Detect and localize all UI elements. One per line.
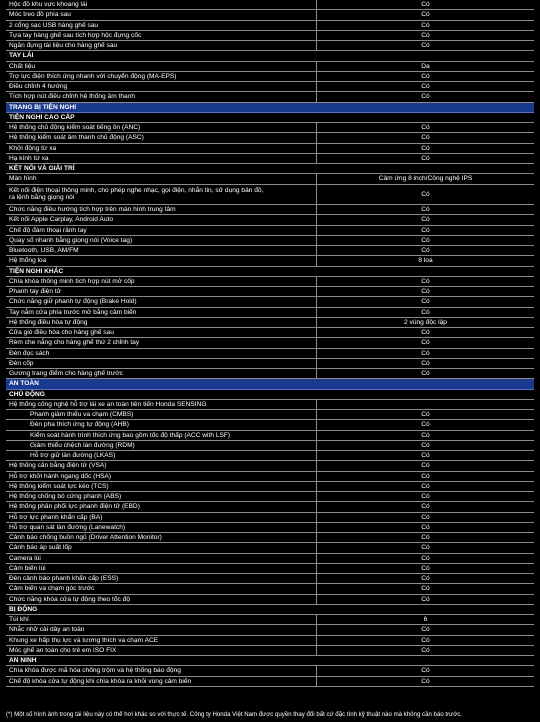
spec-value: Có — [421, 144, 430, 152]
category-label: TRANG BỊ TIỆN NGHI — [9, 103, 77, 111]
spec-feature: Gương trang điểm cho hàng ghế trước — [6, 369, 317, 378]
spec-feature: Màn hình — [6, 174, 317, 183]
spec-feature: Kết nối Apple Carplay, Android Auto — [6, 215, 317, 224]
spec-row — [6, 369, 534, 379]
spec-row — [6, 420, 534, 430]
spec-feature: Móc ghế an toàn cho trẻ em ISO FIX — [6, 646, 317, 655]
spec-row — [6, 523, 534, 533]
spec-row — [6, 543, 534, 553]
spec-feature: Hệ thống công nghệ hỗ trợ lái xe an toàn tiên tiến Honda SENSING — [6, 400, 317, 409]
spec-row — [6, 72, 534, 82]
footnote: (*) Một số hình ảnh trong tài liệu này có thể hơi khác so với thực tế. Công ty Honda Việt Nam được quyền thay đổi bất cứ đặc tính kỹ thuật nào mà không cần báo trước. — [6, 711, 462, 718]
spec-row — [6, 185, 534, 206]
spec-row — [6, 92, 534, 102]
spec-row — [6, 246, 534, 256]
spec-row — [6, 226, 534, 236]
spec-row — [6, 574, 534, 584]
spec-value: 2 vùng độc lập — [404, 318, 447, 326]
spec-row — [6, 482, 534, 492]
spec-value: Có — [421, 636, 430, 644]
spec-row — [6, 277, 534, 287]
spec-row — [6, 564, 534, 574]
spec-value: Có — [421, 298, 430, 306]
spec-value: Có — [421, 411, 430, 418]
spec-feature: Tích hợp nút điều chỉnh hệ thống âm thanh — [6, 92, 317, 101]
spec-value: Có — [421, 575, 430, 582]
spec-value: Có — [421, 554, 430, 562]
spec-row — [6, 410, 534, 420]
spec-row — [6, 287, 534, 297]
spec-value: Có — [421, 83, 430, 90]
spec-row — [6, 154, 534, 164]
spec-row — [6, 554, 534, 564]
spec-value: Có — [421, 359, 430, 367]
spec-row — [6, 513, 534, 523]
spec-feature: Hệ thống loa — [6, 256, 317, 265]
spec-row — [6, 10, 534, 20]
spec-feature: Hạ kính từ xa — [6, 154, 317, 163]
category-header — [6, 379, 534, 389]
spec-value: Có — [421, 677, 430, 685]
spec-feature: Quay số nhanh bằng giọng nói (Voice tag) — [6, 236, 317, 245]
spec-row — [6, 123, 534, 133]
spec-feature: Hỗ trợ quan sát làn đường (Lanewatch) — [6, 523, 317, 532]
spec-value: Có — [421, 431, 430, 439]
section-header — [6, 113, 534, 123]
spec-feature: Trợ lực điện thích ứng nhanh với chuyển động (MA-EPS) — [6, 72, 317, 81]
spec-row — [6, 677, 534, 687]
spec-value: Có — [421, 462, 430, 470]
spec-row — [6, 666, 534, 676]
spec-row — [6, 595, 534, 605]
spec-feature: Đèn cốp — [6, 359, 317, 368]
spec-feature: Cảnh báo chống buồn ngủ (Driver Attention Monitor) — [6, 533, 317, 542]
spec-feature: Điều chỉnh 4 hướng — [6, 82, 317, 91]
spec-feature: Hộc đồ khu vực khoang lái — [6, 0, 317, 9]
spec-value: Có — [421, 585, 430, 593]
spec-feature: Chức năng giữ phanh tự động (Brake Hold) — [6, 297, 317, 306]
spec-feature: Chế độ đàm thoại rảnh tay — [6, 226, 317, 235]
spec-value: Có — [421, 206, 430, 213]
spec-row — [6, 472, 534, 482]
spec-value: Có — [421, 1, 430, 8]
spec-value: Có — [421, 452, 430, 459]
section-label: TIỆN NGHI CAO CẤP — [9, 113, 75, 121]
section-header — [6, 51, 534, 61]
spec-feature: Ngăn đựng tài liệu cho hàng ghế sau — [6, 41, 317, 50]
spec-value: Có — [421, 482, 430, 490]
spec-value: Có — [421, 441, 430, 449]
spec-feature: Tay nắm cửa phía trước mở bằng cảm biến — [6, 308, 317, 317]
spec-feature: Hệ thống kiểm soát âm thanh chủ động (ASC) — [6, 133, 317, 142]
spec-value: Có — [421, 667, 430, 675]
spec-row — [6, 308, 534, 318]
spec-value: Có — [421, 370, 430, 377]
spec-row — [6, 318, 534, 328]
spec-value: Có — [421, 236, 430, 244]
spec-feature: Cửa gió điều hòa cho hàng ghế sau — [6, 328, 317, 337]
spec-row — [6, 615, 534, 625]
spec-row — [6, 215, 534, 225]
spec-value: Có — [421, 124, 430, 131]
spec-row — [6, 502, 534, 512]
section-label: BỊ ĐỘNG — [9, 605, 38, 613]
spec-row — [6, 62, 534, 72]
spec-row — [6, 174, 534, 184]
spec-feature-line: Kết nối điện thoại thông minh, cho phép nghe nhạc, gọi điện, nhắn tin, sử dụng bản đồ, — [9, 187, 264, 194]
section-label: TIỆN NGHI KHÁC — [9, 267, 64, 275]
spec-value: Có — [421, 21, 430, 29]
spec-feature: Chìa khóa được mã hóa chống trộm và hệ thống báo động — [6, 666, 317, 675]
spec-feature: Bluetooth, USB, AM/FM — [6, 246, 317, 255]
spec-value: Có — [421, 534, 430, 541]
spec-value: Có — [421, 288, 430, 295]
spec-feature: Hỗ trợ khởi hành ngang dốc (HSA) — [6, 472, 317, 481]
spec-value: 6 — [423, 616, 428, 623]
spec-value: Có — [421, 646, 430, 654]
spec-value: Có — [421, 247, 430, 254]
spec-value: Có — [421, 493, 430, 500]
section-header — [6, 267, 534, 277]
section-label: TAY LÁI — [9, 52, 34, 60]
spec-feature: Phanh giảm thiểu va chạm (CMBS) — [6, 410, 317, 419]
spec-row — [6, 349, 534, 359]
spec-value: Có — [421, 595, 430, 603]
spec-feature-line: ra lệnh bằng giọng nói — [9, 194, 75, 202]
section-header — [6, 164, 534, 174]
spec-feature: Túi khí — [6, 615, 317, 624]
section-header — [6, 605, 534, 615]
spec-feature: Hệ thống kiểm soát lực kéo (TCS) — [6, 482, 317, 491]
spec-value: Có — [421, 308, 430, 316]
spec-value: Có — [421, 31, 430, 39]
spec-row — [6, 0, 534, 10]
spec-feature: Hệ thống phân phối lực phanh điện tử (EBD) — [6, 502, 317, 511]
spec-table — [6, 0, 534, 687]
spec-value: Có — [421, 11, 430, 19]
spec-value: Có — [421, 472, 430, 480]
spec-value: Có — [421, 93, 430, 101]
spec-row — [6, 31, 534, 41]
spec-feature: Cảnh báo áp suất lốp — [6, 543, 317, 552]
spec-value: Có — [421, 134, 430, 142]
spec-feature: Camera lùi — [6, 554, 317, 563]
category-header — [6, 103, 534, 113]
section-label: AN NINH — [9, 657, 37, 664]
spec-value: Có — [421, 503, 430, 511]
spec-feature: Đèn đọc sách — [6, 349, 317, 358]
section-label: CHỦ ĐỘNG — [9, 390, 45, 398]
spec-row — [6, 492, 534, 502]
spec-row — [6, 236, 534, 246]
spec-value: Có — [421, 277, 430, 285]
spec-value: Có — [421, 564, 430, 572]
spec-value: Có — [421, 544, 430, 552]
spec-row — [6, 461, 534, 471]
spec-value: Có — [421, 42, 430, 49]
spec-row — [6, 584, 534, 594]
spec-feature — [6, 185, 317, 205]
spec-value: Có — [421, 154, 430, 162]
spec-value — [317, 400, 534, 409]
spec-row — [6, 297, 534, 307]
spec-feature: Hỗ trợ lực phanh khẩn cấp (BA) — [6, 513, 317, 522]
spec-feature: Hệ thống chủ động kiểm soát tiếng ồn (ANC) — [6, 123, 317, 132]
spec-row — [6, 338, 534, 348]
spec-row — [6, 41, 534, 51]
spec-row — [6, 144, 534, 154]
spec-value: Có — [421, 523, 430, 531]
spec-feature: Tựa tay hàng ghế sau tích hợp hộc đựng cốc — [6, 31, 317, 40]
category-label: AN TOÀN — [9, 380, 39, 388]
spec-feature: Chức năng điều hướng tích hợp trên màn hình trung tâm — [6, 205, 317, 214]
spec-value: Có — [421, 339, 430, 347]
spec-row — [6, 205, 534, 215]
spec-value: 8 loa — [418, 257, 433, 265]
spec-row — [6, 533, 534, 543]
spec-row — [6, 400, 534, 410]
spec-row — [6, 328, 534, 338]
spec-feature: Hệ thống chống bó cứng phanh (ABS) — [6, 492, 317, 501]
spec-row — [6, 82, 534, 92]
spec-row — [6, 636, 534, 646]
spec-row — [6, 441, 534, 451]
spec-row — [6, 359, 534, 369]
spec-value: Có — [421, 190, 430, 198]
spec-feature: Chức năng khóa cửa tự động theo tốc độ — [6, 595, 317, 604]
spec-value: Có — [421, 72, 430, 80]
spec-feature: Phanh tay điện tử — [6, 287, 317, 296]
section-header — [6, 390, 534, 400]
spec-value: Có — [421, 421, 430, 429]
spec-row — [6, 256, 534, 266]
spec-feature: Móc treo đồ phía sau — [6, 10, 317, 19]
spec-feature: Rèm che nắng cho hàng ghế thứ 2 chỉnh tay — [6, 338, 317, 347]
spec-value: Da — [421, 62, 430, 70]
spec-feature: Hệ thống điều hòa tự động — [6, 318, 317, 327]
spec-row — [6, 431, 534, 441]
spec-row — [6, 133, 534, 143]
spec-row — [6, 625, 534, 635]
spec-feature: Cảm biến va chạm góc trước — [6, 584, 317, 593]
spec-feature: Hỗ trợ giữ làn đường (LKAS) — [6, 451, 317, 460]
spec-row — [6, 451, 534, 461]
spec-feature: 2 cổng sạc USB hàng ghế sau — [6, 21, 317, 30]
spec-value: Có — [421, 349, 430, 357]
spec-value: Có — [421, 216, 430, 224]
spec-feature: Chất liệu — [6, 62, 317, 71]
spec-feature: Kiểm soát hành trình thích ứng bao gồm tốc độ thấp (ACC with LSF) — [6, 431, 317, 440]
spec-feature: Đèn cảnh báo phanh khẩn cấp (ESS) — [6, 574, 317, 583]
spec-value: Cảm ứng 8 inch/Công nghệ IPS — [378, 175, 473, 183]
spec-row — [6, 646, 534, 656]
spec-feature: Đèn pha thích ứng tự động (AHB) — [6, 420, 317, 429]
spec-feature: Giảm thiểu chệch làn đường (RDM) — [6, 441, 317, 450]
spec-feature: Khung xe hấp thụ lực và tương thích va chạm ACE — [6, 636, 317, 645]
spec-feature: Cảm biến lùi — [6, 564, 317, 573]
spec-value: Có — [421, 626, 430, 634]
section-label: KẾT NỐI VÀ GIẢI TRÍ — [9, 165, 75, 172]
section-header — [6, 656, 534, 666]
spec-feature: Chìa khóa thông minh tích hợp nút mở cốp — [6, 277, 317, 286]
spec-feature: Khởi động từ xa — [6, 144, 317, 153]
spec-feature: Chế độ khóa cửa tự động khi chìa khóa ra khỏi vùng cảm biến — [6, 677, 317, 686]
spec-feature: Nhắc nhở cài dây an toàn — [6, 625, 317, 634]
spec-value: Có — [421, 226, 430, 234]
spec-row — [6, 21, 534, 31]
spec-value: Có — [421, 513, 430, 521]
spec-feature: Hệ thống cân bằng điện tử (VSA) — [6, 461, 317, 470]
spec-value: Có — [421, 329, 430, 336]
